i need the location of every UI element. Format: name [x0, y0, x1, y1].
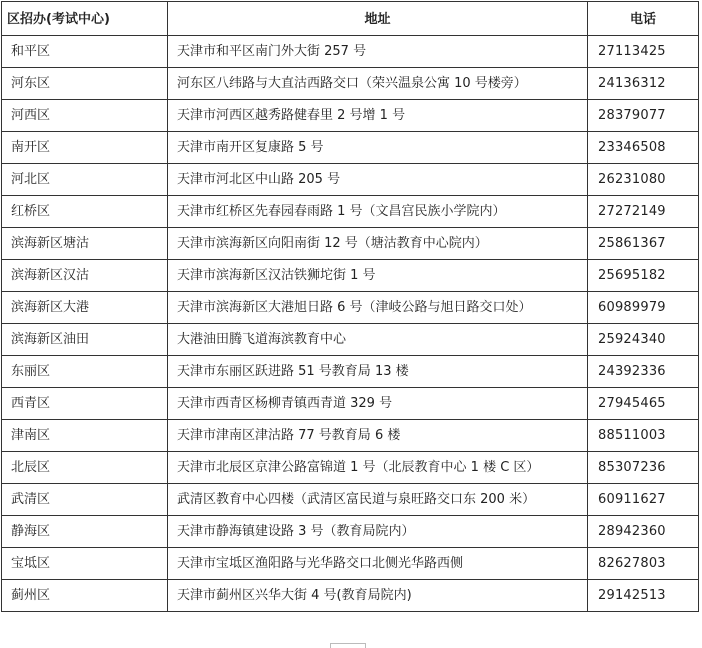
cell-district: 西青区 [2, 388, 168, 420]
cell-phone: 24136312 [588, 68, 699, 100]
column-header-district: 区招办(考试中心) [2, 2, 168, 36]
cell-district: 滨海新区汉沽 [2, 260, 168, 292]
cell-phone: 29142513 [588, 580, 699, 612]
cell-district: 滨海新区油田 [2, 324, 168, 356]
column-header-phone: 电话 [588, 2, 699, 36]
cell-district: 河西区 [2, 100, 168, 132]
table-row [2, 164, 699, 196]
cell-address: 天津市河北区中山路 205 号 [168, 164, 588, 196]
table-row [2, 228, 699, 260]
table-row [2, 260, 699, 292]
cell-district: 红桥区 [2, 196, 168, 228]
cell-district: 北辰区 [2, 452, 168, 484]
table-row [2, 548, 699, 580]
cell-phone: 28379077 [588, 100, 699, 132]
cell-address: 天津市红桥区先春园春雨路 1 号（文昌宫民族小学院内） [168, 196, 588, 228]
page-footer-divider [330, 643, 366, 648]
cell-phone: 24392336 [588, 356, 699, 388]
cell-phone: 23346508 [588, 132, 699, 164]
cell-address: 天津市滨海新区向阳南街 12 号（塘沽教育中心院内） [168, 228, 588, 260]
cell-phone: 25695182 [588, 260, 699, 292]
cell-address: 天津市蓟州区兴华大街 4 号(教育局院内) [168, 580, 588, 612]
cell-address: 天津市滨海新区汉沽铁狮坨街 1 号 [168, 260, 588, 292]
table-row [2, 452, 699, 484]
cell-phone: 85307236 [588, 452, 699, 484]
cell-phone: 25924340 [588, 324, 699, 356]
cell-phone: 82627803 [588, 548, 699, 580]
table-header-row [2, 2, 699, 36]
cell-district: 河东区 [2, 68, 168, 100]
cell-address: 天津市南开区复康路 5 号 [168, 132, 588, 164]
table-row [2, 68, 699, 100]
cell-district: 东丽区 [2, 356, 168, 388]
table-row [2, 100, 699, 132]
cell-district: 津南区 [2, 420, 168, 452]
cell-district: 武清区 [2, 484, 168, 516]
table-row [2, 388, 699, 420]
cell-address: 天津市和平区南门外大街 257 号 [168, 36, 588, 68]
cell-address: 天津市宝坻区渔阳路与光华路交口北侧光华路西侧 [168, 548, 588, 580]
cell-phone: 88511003 [588, 420, 699, 452]
cell-district: 南开区 [2, 132, 168, 164]
column-header-address: 地址 [168, 2, 588, 36]
cell-phone: 25861367 [588, 228, 699, 260]
table-row [2, 484, 699, 516]
table-row [2, 132, 699, 164]
district-office-table-container [1, 1, 699, 612]
cell-phone: 60911627 [588, 484, 699, 516]
cell-phone: 27113425 [588, 36, 699, 68]
table-row [2, 196, 699, 228]
cell-district: 滨海新区大港 [2, 292, 168, 324]
cell-address: 天津市东丽区跃进路 51 号教育局 13 楼 [168, 356, 588, 388]
table-row [2, 36, 699, 68]
cell-address: 天津市北辰区京津公路富锦道 1 号（北辰教育中心 1 楼 C 区） [168, 452, 588, 484]
cell-district: 静海区 [2, 516, 168, 548]
cell-district: 宝坻区 [2, 548, 168, 580]
cell-district: 和平区 [2, 36, 168, 68]
cell-district: 河北区 [2, 164, 168, 196]
cell-address: 河东区八纬路与大直沽西路交口（荣兴温泉公寓 10 号楼旁） [168, 68, 588, 100]
table-row [2, 516, 699, 548]
cell-phone: 27272149 [588, 196, 699, 228]
table-row [2, 292, 699, 324]
cell-address: 天津市西青区杨柳青镇西青道 329 号 [168, 388, 588, 420]
district-office-table [1, 1, 699, 612]
cell-address: 天津市河西区越秀路健春里 2 号增 1 号 [168, 100, 588, 132]
cell-address: 大港油田腾飞道海滨教育中心 [168, 324, 588, 356]
cell-phone: 28942360 [588, 516, 699, 548]
cell-phone: 27945465 [588, 388, 699, 420]
cell-phone: 60989979 [588, 292, 699, 324]
cell-address: 武清区教育中心四楼（武清区富民道与泉旺路交口东 200 米） [168, 484, 588, 516]
table-row [2, 580, 699, 612]
cell-district: 蓟州区 [2, 580, 168, 612]
cell-address: 天津市静海镇建设路 3 号（教育局院内） [168, 516, 588, 548]
table-row [2, 420, 699, 452]
table-row [2, 356, 699, 388]
table-row [2, 324, 699, 356]
cell-district: 滨海新区塘沽 [2, 228, 168, 260]
cell-phone: 26231080 [588, 164, 699, 196]
cell-address: 天津市滨海新区大港旭日路 6 号（津岐公路与旭日路交口处） [168, 292, 588, 324]
cell-address: 天津市津南区津沽路 77 号教育局 6 楼 [168, 420, 588, 452]
